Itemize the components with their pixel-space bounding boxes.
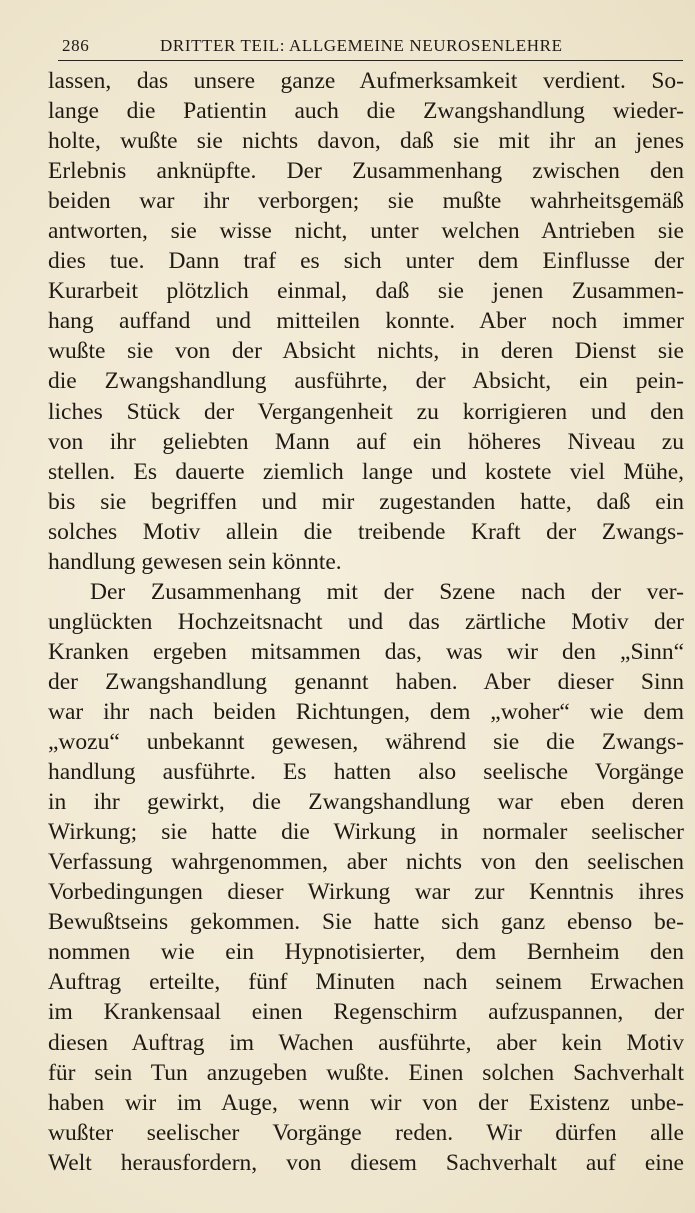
page-number: 286 bbox=[62, 36, 90, 55]
text-line: Vorbedingungen dieser Wirkung war zur Kenntnis ihres bbox=[48, 879, 684, 906]
text-line: Bewußtseins gekommen. Sie hatte sich ganz ebenso be- bbox=[48, 909, 684, 936]
text-line: der Zwangshandlung genannt haben. Aber dieser Sinn bbox=[48, 668, 684, 695]
text-line: war ihr nach beiden Richtungen, dem „woher“ wie dem bbox=[48, 698, 684, 725]
text-line: unglückten Hochzeitsnacht und das zärtliche Motiv der bbox=[48, 608, 684, 635]
text-line: stellen. Es dauerte ziemlich lange und kostete viel Mühe, bbox=[48, 458, 684, 485]
text-line: in ihr gewirkt, die Zwangshandlung war eben deren bbox=[48, 789, 684, 816]
text-line: handlung ausführte. Es hatten also seelische Vorgänge bbox=[48, 759, 684, 786]
text-line: die Zwangshandlung ausführte, der Absicht, ein pein- bbox=[48, 368, 684, 395]
text-line: für sein Tun anzugeben wußte. Einen solchen Sachverhalt bbox=[48, 1059, 684, 1086]
text-line: solches Motiv allein die treibende Kraft der Zwangs- bbox=[48, 518, 684, 545]
text-line: Kurarbeit plötzlich einmal, daß sie jenen Zusammen- bbox=[48, 278, 684, 305]
text-line: „wozu“ unbekannt gewesen, während sie die Zwangs- bbox=[48, 729, 684, 756]
text-line: Verfassung wahrgenommen, aber nichts von den seelischen bbox=[48, 849, 684, 876]
running-head bbox=[62, 34, 680, 60]
text-line: Wirkung; sie hatte die Wirkung in normaler seelischer bbox=[48, 819, 684, 846]
text-line: hang auffand und mitteilen konnte. Aber noch immer bbox=[48, 308, 684, 335]
text-line: Auftrag erteilte, fünf Minuten nach seinem Erwachen bbox=[48, 969, 684, 996]
text-line: lassen, das unsere ganze Aufmerksamkeit verdient. So- bbox=[48, 68, 684, 94]
text-line: holte, wußte sie nichts davon, daß sie mit ihr an jenes bbox=[48, 128, 684, 155]
text-line: Welt herausfordern, von diesem Sachverhalt auf eine bbox=[48, 1149, 684, 1176]
text-line: handlung gewesen sein könnte. bbox=[48, 548, 342, 575]
body-text bbox=[48, 66, 684, 1178]
running-title: DRITTER TEIL: ALLGEMEINE NEUROSENLEHRE bbox=[160, 36, 563, 55]
text-line: antworten, sie wisse nicht, unter welchen Antrieben sie bbox=[48, 218, 684, 245]
text-line: liches Stück der Vergangenheit zu korrigieren und den bbox=[48, 398, 684, 425]
text-line: von ihr geliebten Mann auf ein höheres Niveau zu bbox=[48, 428, 684, 455]
text-line: nommen wie ein Hypnotisierter, dem Bernheim den bbox=[48, 939, 684, 966]
text-line: wußter seelischer Vorgänge reden. Wir dürfen alle bbox=[48, 1119, 684, 1146]
header-rule bbox=[58, 60, 683, 61]
text-line: wußte sie von der Absicht nichts, in deren Dienst sie bbox=[48, 338, 684, 365]
text-line: Erlebnis anknüpfte. Der Zusammenhang zwischen den bbox=[48, 158, 684, 185]
text-line: bis sie begriffen und mir zugestanden hatte, daß ein bbox=[48, 488, 684, 515]
text-line: beiden war ihr verborgen; sie mußte wahrheitsgemäß bbox=[48, 188, 684, 215]
text-line: diesen Auftrag im Wachen ausführte, aber kein Motiv bbox=[48, 1029, 684, 1056]
text-line: haben wir im Auge, wenn wir von der Existenz unbe- bbox=[48, 1089, 684, 1116]
text-line: lange die Patientin auch die Zwangshandlung wieder- bbox=[48, 98, 684, 125]
text-line: dies tue. Dann traf es sich unter dem Einflusse der bbox=[48, 248, 684, 275]
text-line: Kranken ergeben mitsammen das, was wir den „Sinn“ bbox=[48, 638, 684, 665]
text-line: im Krankensaal einen Regenschirm aufzuspannen, der bbox=[48, 999, 684, 1026]
text-line: Der Zusammenhang mit der Szene nach der ver- bbox=[90, 578, 684, 605]
